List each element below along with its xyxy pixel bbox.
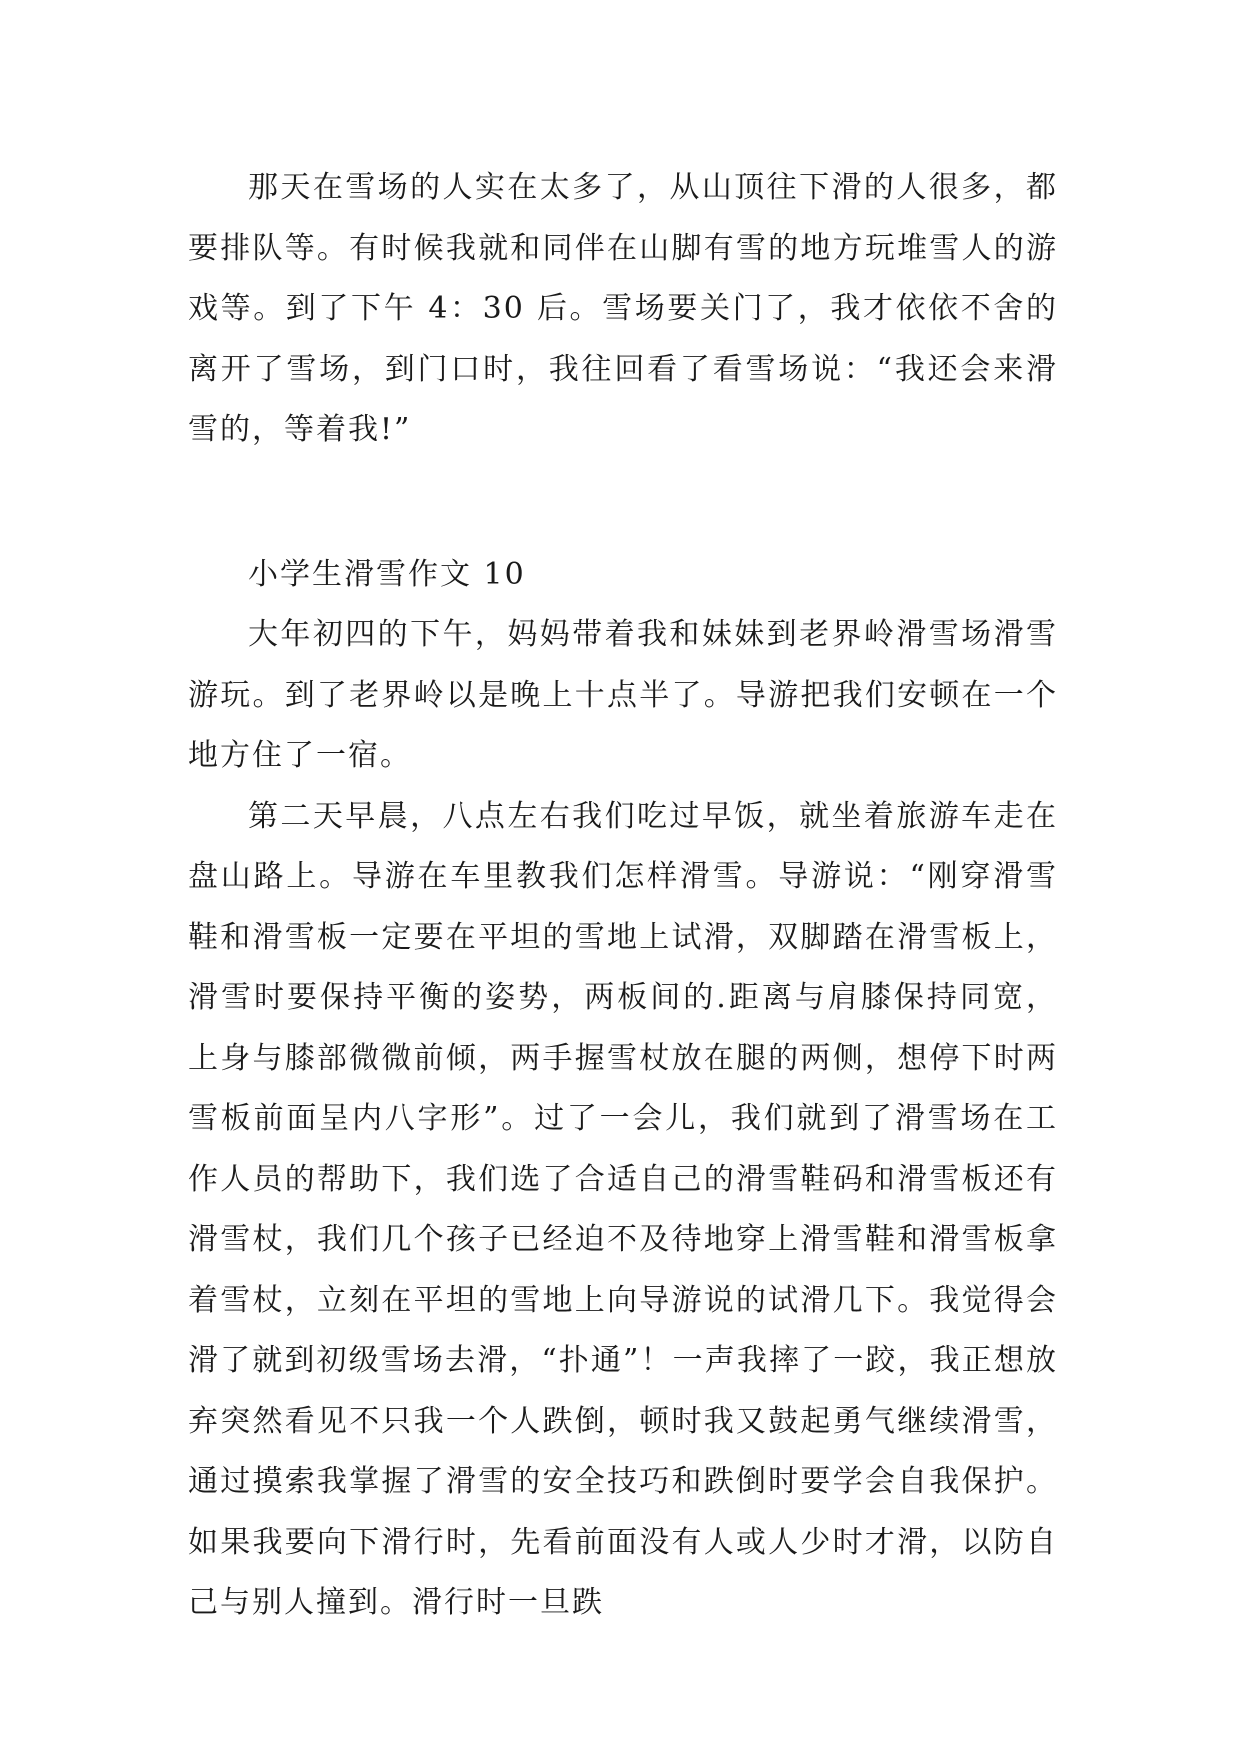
essay-heading: 小学生滑雪作文 10 [248, 556, 526, 592]
paragraph-arrival: 大年初四的下午，妈妈带着我和妹妹到老界岭滑雪场滑雪游玩。到了老界岭以是晚上十点半了。导游把我们安顿在一个地方住了一宿。 [188, 617, 1058, 773]
paragraph-ski-closing: 那天在雪场的人实在太多了，从山顶往下滑的人很多，都要排队等。有时候我就和同伴在山脚有雪的地方玩堆雪人的游戏等。到了下午 4：30 后。雪场要关门了，我才依依不舍的离开了雪场，到门口时，我往回看了看雪场说：“我还会来滑雪的，等着我!” [188, 170, 1058, 447]
paragraph-gap [188, 461, 1058, 545]
document-page [188, 158, 1058, 1634]
paragraph-ski-lesson: 第二天早晨，八点左右我们吃过早饭，就坐着旅游车走在盘山路上。导游在车里教我们怎样滑雪。导游说：“刚穿滑雪鞋和滑雪板一定要在平坦的雪地上试滑，双脚踏在滑雪板上，滑雪时要保持平衡的姿势，两板间的.距离与肩膝保持同宽，上身与膝部微微前倾，两手握雪杖放在腿的两侧，想停下时两雪板前面呈内八字形”。过了一会儿，我们就到了滑雪场在工作人员的帮助下，我们选了合适自己的滑雪鞋码和滑雪板还有滑雪杖，我们几个孩子已经迫不及待地穿上滑雪鞋和滑雪板拿着雪杖，立刻在平坦的雪地上向导游说的试滑几下。我觉得会滑了就到初级雪场去滑，“扑通”！一声我摔了一跤，我正想放弃突然看见不只我一个人跌倒，顿时我又鼓起勇气继续滑雪，通过摸索我掌握了滑雪的安全技巧和跌倒时要学会自我保护。如果我要向下滑行时，先看前面没有人或人少时才滑，以防自己与别人撞到。滑行时一旦跌 [188, 798, 1058, 1620]
